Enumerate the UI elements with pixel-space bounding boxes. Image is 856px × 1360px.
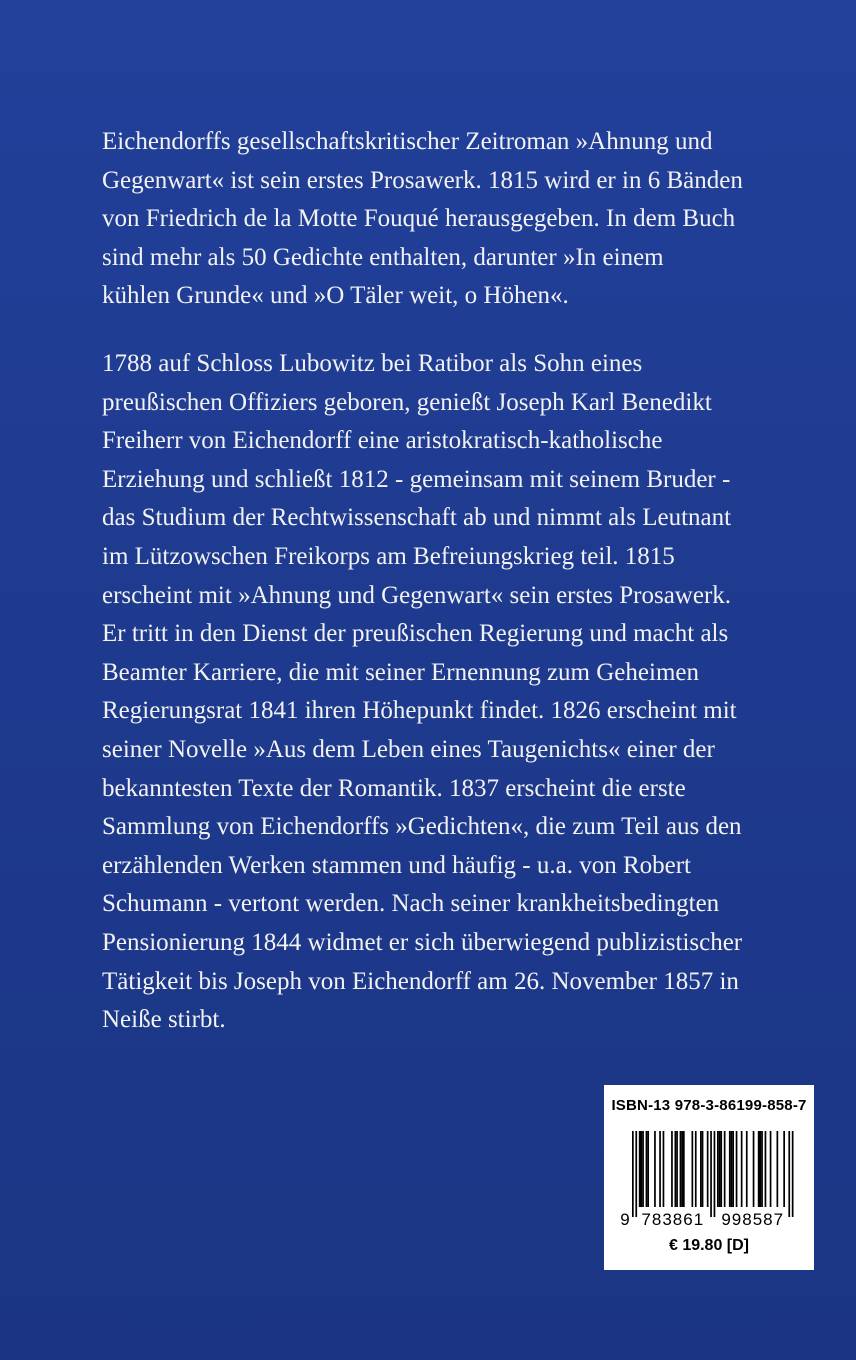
barcode-bar xyxy=(753,1131,755,1207)
barcode-bar xyxy=(647,1131,649,1207)
text-line: Pensionierung 1844 widmet er sich überwiegend publizistischer xyxy=(102,928,743,956)
barcode-bar xyxy=(758,1131,760,1207)
text-line: Neiße stirbt. xyxy=(102,1006,226,1034)
barcode-bar xyxy=(654,1131,656,1207)
barcode-bar xyxy=(700,1131,702,1207)
barcode-bar xyxy=(724,1131,726,1207)
barcode-bar xyxy=(676,1131,678,1207)
barcode-bar xyxy=(720,1131,722,1207)
text-line: Er tritt in den Dienst der preußischen Regierung und macht als xyxy=(102,620,729,648)
barcode-bar xyxy=(681,1131,683,1207)
barcode-bar xyxy=(707,1131,709,1207)
barcode-bar xyxy=(770,1131,772,1207)
text-line: seiner Novelle »Aus dem Leben eines Taugenichts« einer der xyxy=(102,735,715,763)
barcode-digit-group: 9 xyxy=(620,1210,630,1229)
barcode-bar xyxy=(642,1131,644,1207)
barcode-bar xyxy=(680,1131,682,1207)
barcode-bar xyxy=(777,1131,779,1207)
barcode-bar xyxy=(646,1131,648,1207)
barcode-bar xyxy=(663,1131,665,1207)
text-line: preußischen Offiziers geboren, genießt Joseph Karl Benedikt xyxy=(102,388,712,416)
text-line: Eichendorffs gesellschaftskritischer Zeitroman »Ahnung und xyxy=(102,128,713,155)
barcode-bar xyxy=(710,1131,712,1217)
text-line: Sammlung von Eichendorffs »Gedichten«, die zum Teil aus den xyxy=(102,813,742,841)
barcode-bar xyxy=(692,1131,694,1207)
barcode-bar xyxy=(731,1131,733,1207)
barcode-bar xyxy=(683,1131,685,1207)
barcode-bar xyxy=(639,1131,641,1207)
barcode-bar xyxy=(729,1131,731,1207)
barcode-digit-group: 783861 xyxy=(641,1210,705,1229)
text-line: Gegenwart« ist sein erstes Prosawerk. 1815 wird er in 6 Bänden xyxy=(102,166,743,194)
barcode-bar xyxy=(659,1131,661,1207)
ean13-barcode xyxy=(618,1131,800,1231)
text-line: von Friedrich de la Motte Fouqué herausgegeben. In dem Buch xyxy=(102,205,736,233)
text-line: Schumann - vertont werden. Nach seiner krankheitsbedingten xyxy=(102,890,720,918)
barcode-bar xyxy=(635,1131,637,1217)
text-line: 1788 auf Schloss Lubowitz bei Ratibor als Sohn eines xyxy=(102,350,643,377)
barcode-bar xyxy=(788,1131,790,1217)
text-line: sind mehr als 50 Gedichte enthalten, darunter »In einem xyxy=(102,243,664,271)
text-line: kühlen Grunde« und »O Täler weit, o Höhen«. xyxy=(102,282,569,310)
barcode-bar xyxy=(736,1131,738,1207)
text-line: im Lützowschen Freikorps am Befreiungskrieg teil. 1815 xyxy=(102,542,675,570)
text-line: das Studium der Rechtwissenschaft ab und nimmt als Leutnant xyxy=(102,504,732,532)
barcode-bars xyxy=(632,1131,794,1217)
text-line: Erziehung und schließt 1812 - gemeinsam mit seinem Bruder - xyxy=(102,465,731,493)
text-line: Regierungsrat 1841 ihren Höhepunkt findet. 1826 erscheint mit xyxy=(102,697,737,725)
isbn-barcode-box xyxy=(604,1085,814,1270)
isbn-label: ISBN-13 978-3-86199-858-7 xyxy=(611,1097,807,1114)
barcode-bar xyxy=(671,1131,673,1207)
barcode-bar xyxy=(695,1131,697,1207)
text-line: erzählenden Werken stammen und häufig - u.a. von Robert xyxy=(102,851,692,879)
text-line: Tätigkeit bis Joseph von Eichendorff am 26. November 1857 in xyxy=(102,967,739,995)
text-line: Beamter Karriere, die mit seiner Ernennung zum Geheimen xyxy=(102,658,699,686)
barcode-bar xyxy=(632,1131,634,1217)
text-line: erscheint mit »Ahnung und Gegenwart« sein erstes Prosawerk. xyxy=(102,581,732,609)
barcode-digit-group: 998587 xyxy=(721,1210,785,1229)
barcode-bar xyxy=(675,1131,677,1207)
barcode-bar xyxy=(717,1131,719,1207)
barcode-bar xyxy=(761,1131,763,1207)
price-label: € 19.80 [D] xyxy=(668,1237,750,1254)
text-line: bekanntesten Texte der Romantik. 1837 erscheint die erste xyxy=(102,774,686,802)
barcode-bar xyxy=(760,1131,762,1207)
barcode-bar xyxy=(714,1131,716,1217)
biography-paragraph xyxy=(102,345,802,1040)
barcode-bar xyxy=(765,1131,767,1207)
barcode-bar xyxy=(732,1131,734,1207)
barcode-bar xyxy=(702,1131,704,1207)
barcode-bar xyxy=(741,1131,743,1207)
barcode-bar xyxy=(719,1131,721,1207)
barcode-bar xyxy=(783,1131,785,1207)
text-line: Freiherr von Eichendorff eine aristokratisch-katholische xyxy=(102,427,663,455)
barcode-bar xyxy=(746,1131,748,1207)
blurb-paragraph xyxy=(102,123,802,316)
barcode-bar xyxy=(792,1131,794,1217)
barcode-bar xyxy=(641,1131,643,1207)
